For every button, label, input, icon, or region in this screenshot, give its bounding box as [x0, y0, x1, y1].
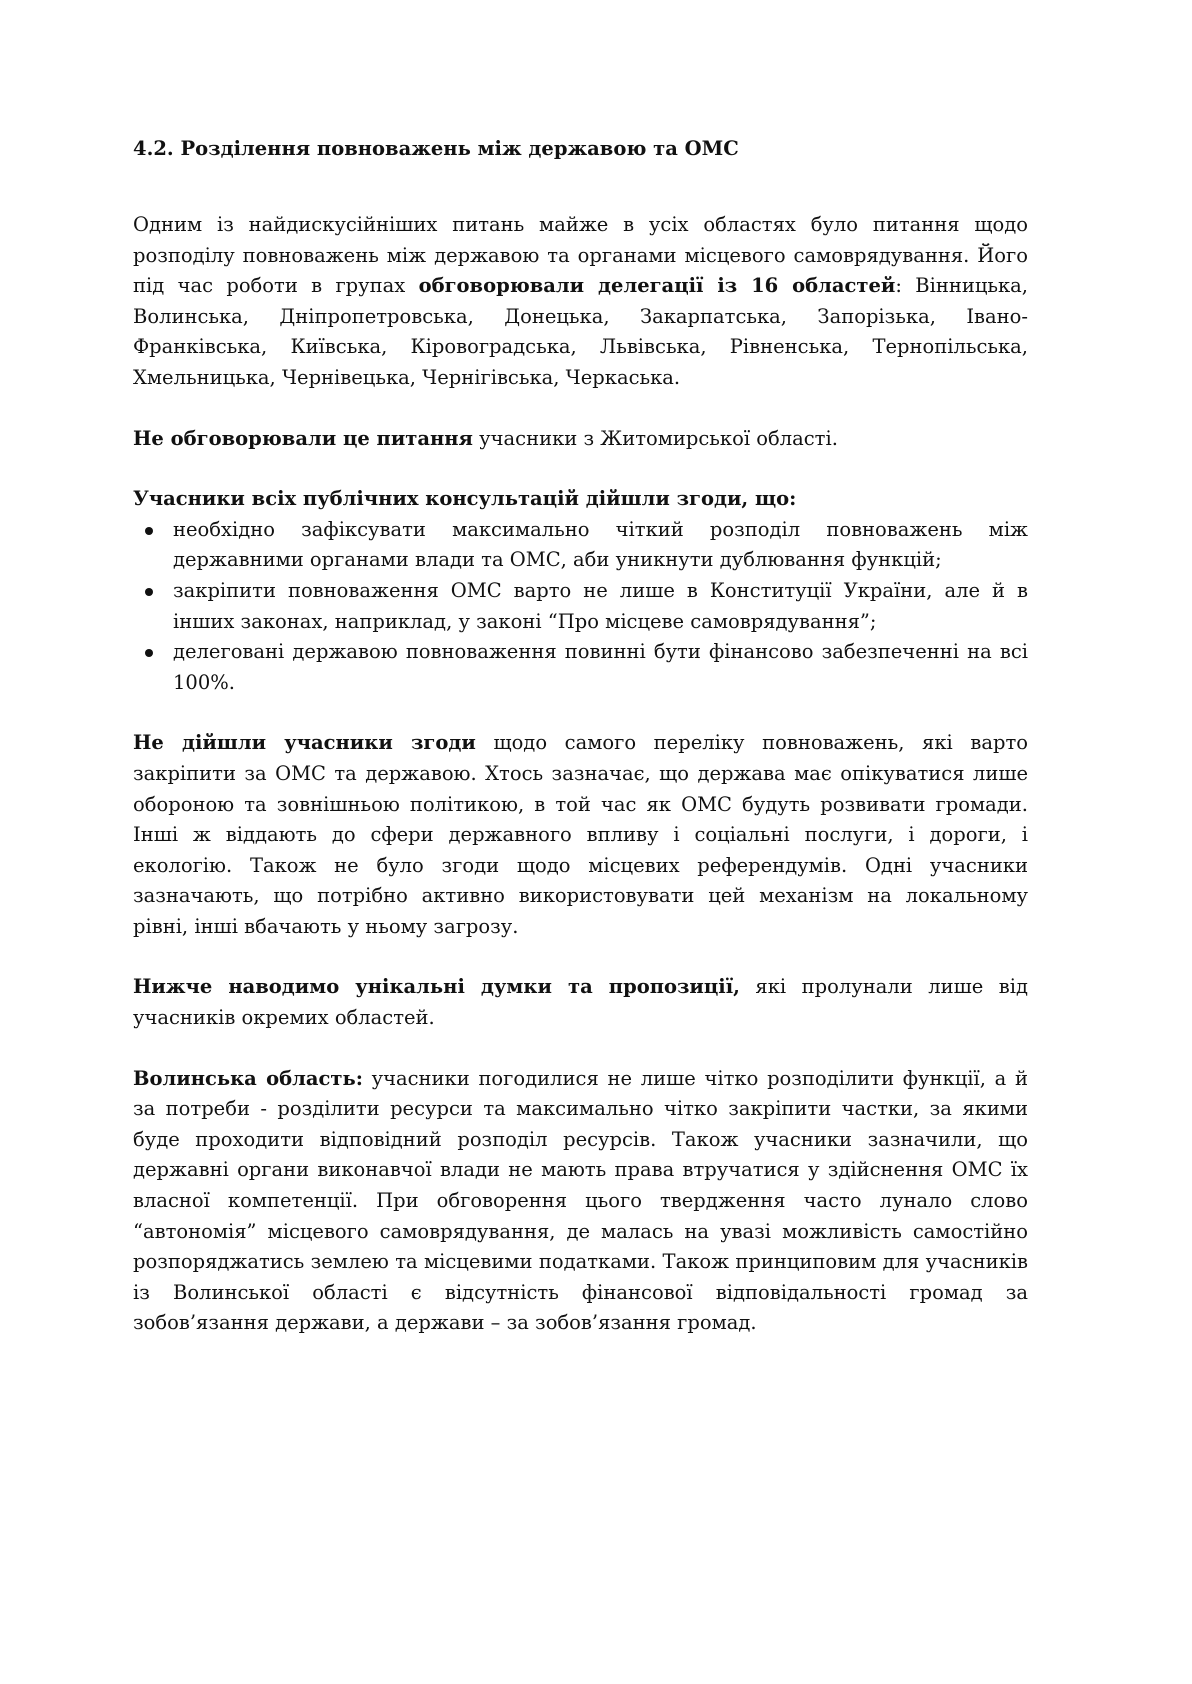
list-item — [173, 515, 1028, 576]
list-item-text: закріпити повноваження ОМС варто не лише в Конституції України, але й в інших законах, наприклад, у законі “Про місцеве самоврядування”; — [173, 578, 1028, 633]
list-item — [173, 576, 1028, 637]
list-item — [173, 637, 1028, 698]
bullet-icon — [145, 588, 153, 596]
intro-text-2: : Вінницька, Волинська, Дніпропетровська, Донецька, Закарпатська, Запорізька, Івано-Франківська, Київська, Кіровоградська, Львівська, Рівненська, Тернопільська, Хмельницька, Чернівецька, Чернігівська, Черкаська. — [133, 274, 1028, 389]
volyn-text: учасники погодилися не лише чітко розподілити функції, а й за потреби - розділити ресурси та максимально чітко закріпити частки, за якими буде проходити відповідний розподіл ресурсів. Також учасники зазначили, що державні органи виконавчої влади не мають права втручатися у здійснення ОМС їх власної компетенції. При обговорення цього твердження часто лунало слово “автономія” місцевого самоврядування, де малась на увазі можливість самостійно розпоряджатись землею та місцевими податками. Також принциповим для учасників із Волинської області є відсутність фінансової відповідальності громад за зобов’язання держави, а держави – за зобов’язання громад. — [133, 1066, 1028, 1335]
unique-text: які пролунали лише від учасників окремих областей. — [133, 975, 1029, 1030]
not-discussed-text: учасники з Житомирської області. — [472, 426, 838, 450]
intro-bold: обговорювали делегації із 16 областей — [418, 274, 896, 298]
document-page — [133, 136, 1028, 1369]
volyn-bold: Волинська область: — [133, 1066, 363, 1090]
intro-paragraph — [133, 210, 1028, 394]
bullet-icon — [145, 649, 153, 657]
agreement-list — [133, 515, 1028, 699]
agreement-title-text: Учасники всіх публічних консультацій дійшли згоди, що: — [133, 487, 797, 511]
disagreement-bold: Не дійшли учасники згоди — [133, 731, 476, 755]
bullet-icon — [145, 527, 153, 535]
unique-bold: Нижче наводимо унікальні думки та пропозиції, — [133, 975, 740, 999]
list-item-text: необхідно зафіксувати максимально чіткий розподіл повноважень між державними органами влади та ОМС, аби уникнути дублювання функцій; — [173, 517, 1028, 572]
disagreement-paragraph — [133, 728, 1028, 942]
disagreement-text: щодо самого переліку повноважень, які варто закріпити за ОМС та державою. Хтось зазначає, що держава має опікуватися лише обороною та зовнішньою політикою, в той час як ОМС будуть розвивати громади. Інші ж віддають до сфери державного впливу і соціальні послуги, і дороги, і екологію. Також не було згоди щодо місцевих референдумів. Одні учасники зазначають, що потрібно активно використовувати цей механізм на локальному рівні, інші вбачають у ньому загрозу. — [133, 731, 1028, 938]
section-heading: 4.2. Розділення повноважень між державою та ОМС — [133, 137, 739, 160]
volyn-paragraph — [133, 1064, 1028, 1339]
not-discussed-bold: Не обговорювали це питання — [133, 426, 473, 450]
list-item-text: делеговані державою повноваження повинні бути фінансово забезпеченні на всі 100%. — [173, 640, 1028, 694]
intro-text-1: Одним із найдискусійніших питань майже в усіх областях було питання щодо розподілу повноважень між державою та органами місцевого самоврядування. Його під час роботи в групах — [133, 213, 1028, 298]
agreement-title — [133, 484, 1028, 515]
not-discussed-paragraph — [133, 424, 1028, 455]
unique-paragraph — [133, 972, 1028, 1033]
